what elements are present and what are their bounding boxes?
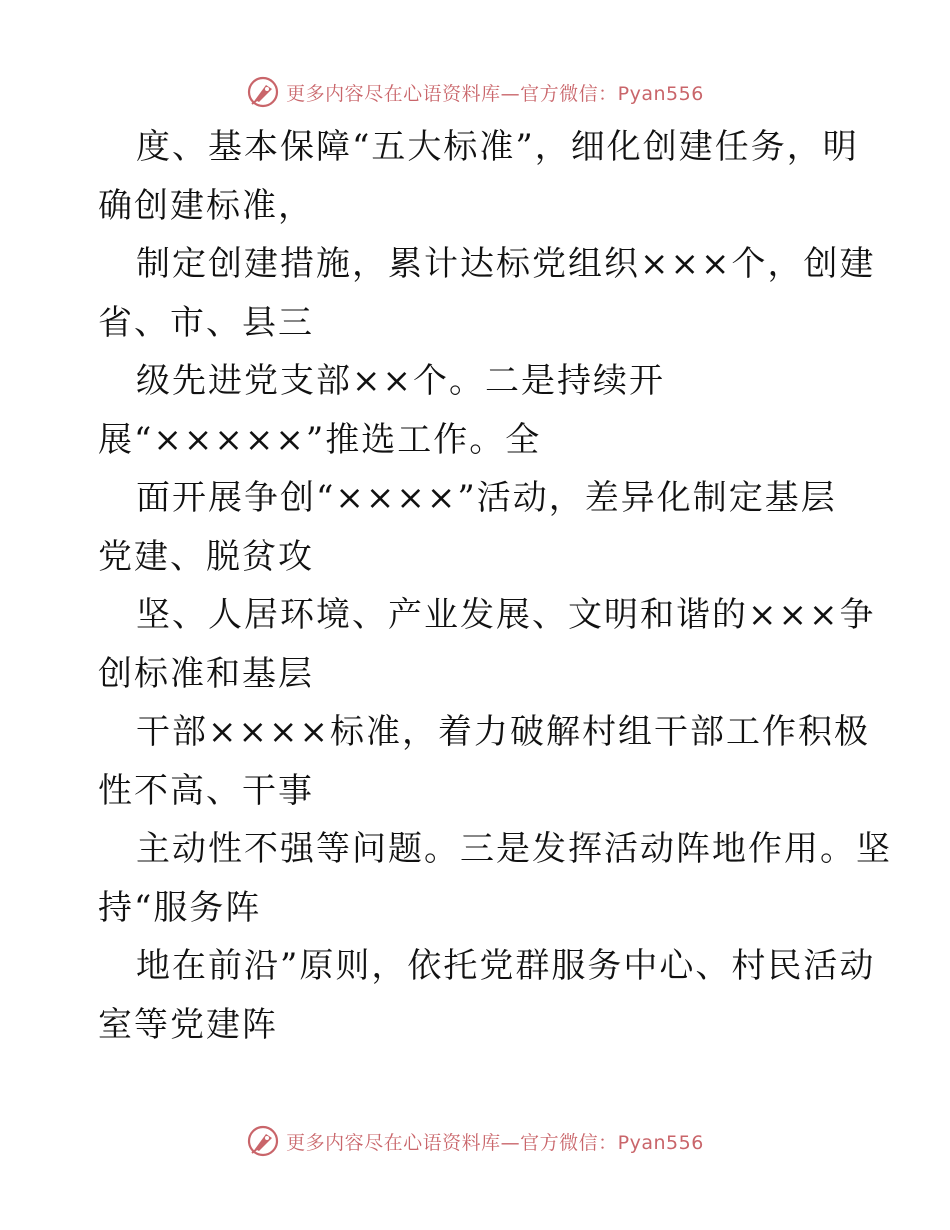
text-line: 性不高、干事 [98,770,314,811]
footer-watermark [0,1121,950,1161]
text-line: 坚、人居环境、产业发展、文明和谐的×××争 [136,595,876,635]
text-line: 级先进党支部××个。二是持续开 [136,361,665,401]
text-line: 度、基本保障“五大标准”，细化创建任务，明 [136,127,859,167]
header-watermark [0,72,950,112]
text-line: 持“服务阵 [98,887,262,928]
text-line: 主动性不强等问题。三是发挥活动阵地作用。坚 [136,829,892,869]
text-line: 干部××××标准，着力破解村组干部工作积极 [136,712,870,752]
watermark-text: 更多内容尽在心语资料库—官方微信：Pyan556 [286,82,704,105]
text-line: 党建、脱贫攻 [98,536,314,577]
text-line: 省、市、县三 [98,302,314,343]
text-line: 地在前沿”原则，依托党群服务中心、村民活动 [136,946,876,986]
text-line: 确创建标准， [98,185,314,226]
text-line: 创标准和基层 [98,653,314,694]
text-line: 展“×××××”推选工作。全 [98,419,542,460]
text-line: 面开展争创“××××”活动，差异化制定基层 [136,478,837,518]
text-line: 室等党建阵 [98,1004,278,1045]
pen-nib-logo-icon [246,75,280,109]
pen-nib-logo-icon [246,1124,280,1158]
document-body [98,118,892,1054]
text-line: 制定创建措施，累计达标党组织×××个，创建 [136,244,876,284]
watermark-text: 更多内容尽在心语资料库—官方微信：Pyan556 [286,1131,704,1154]
